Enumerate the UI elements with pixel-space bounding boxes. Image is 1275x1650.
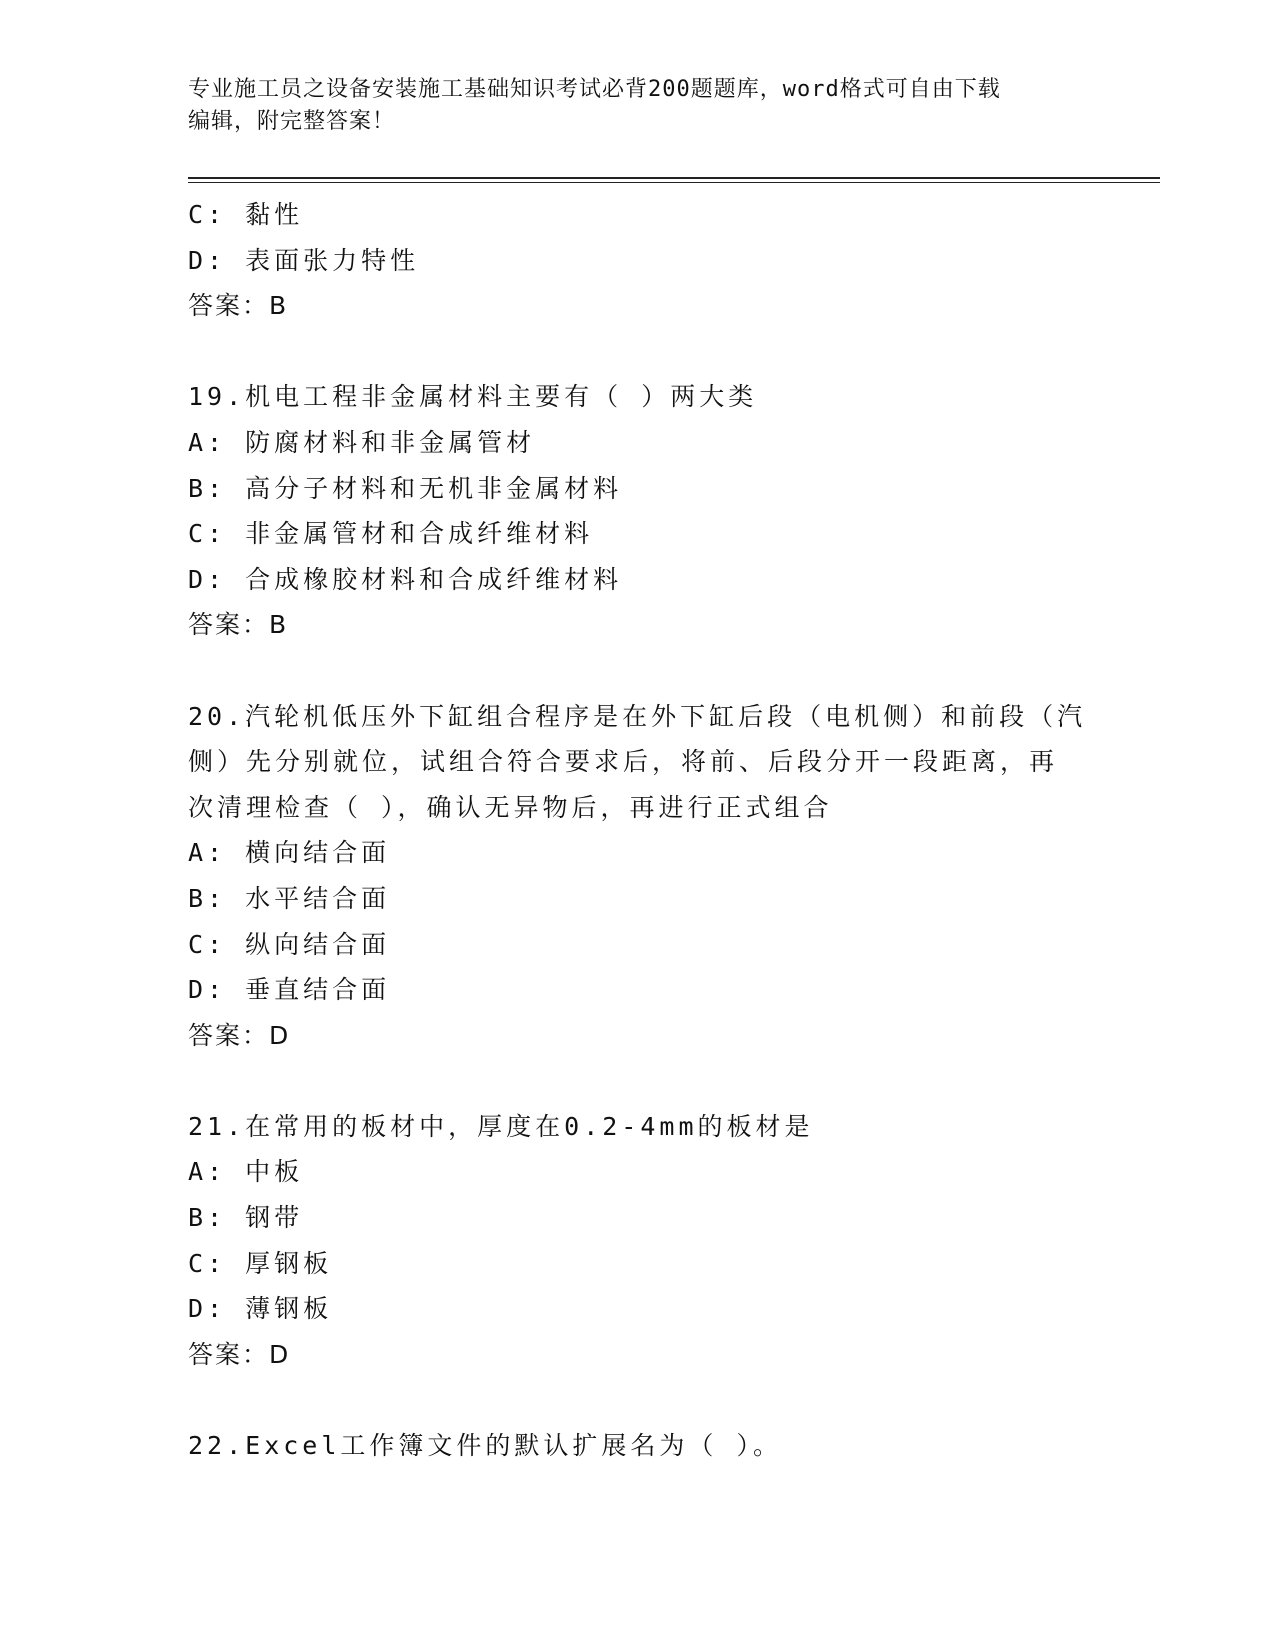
option-a: A: 中板 xyxy=(188,1157,304,1187)
option-d: D: 垂直结合面 xyxy=(188,975,391,1005)
option-c: C: 厚钢板 xyxy=(188,1248,333,1278)
option-d: D: 合成橡胶材料和合成纤维材料 xyxy=(188,564,623,594)
question-stem: 19.机电工程非金属材料主要有（ ）两大类 xyxy=(188,382,758,412)
question-spacer xyxy=(188,648,1088,694)
question-stem-line-3: 次清理检查（ ），确认无异物后，再进行正式组合 xyxy=(188,792,833,822)
question-22-block xyxy=(188,1423,1088,1469)
answer-line: 答案：B xyxy=(188,291,289,321)
question-stem: 22.Excel工作簿文件的默认扩展名为（ ）。 xyxy=(188,1431,782,1461)
question-stem-line-2: 侧）先分别就位，试组合符合要求后，将前、后段分开一段距离，再 xyxy=(188,747,1059,777)
header-title-line-1: 专业施工员之设备安装施工基础知识考试必背200题题库，word格式可自由下载 xyxy=(188,77,1001,102)
question-stem: 21.在常用的板材中，厚度在0.2-4mm的板材是 xyxy=(188,1111,814,1141)
option-a: A: 防腐材料和非金属管材 xyxy=(188,427,536,457)
question-stem-line-1: 20.汽轮机低压外下缸组合程序是在外下缸后段（电机侧）和前段（汽 xyxy=(188,701,1087,731)
answer-line: 答案：B xyxy=(188,610,289,640)
header-title-line-2: 编辑，附完整答案！ xyxy=(188,109,396,134)
option-a: A: 横向结合面 xyxy=(188,838,391,868)
option-d: D: 表面张力特性 xyxy=(188,245,420,275)
header-divider-thin xyxy=(188,182,1160,183)
option-b: B: 水平结合面 xyxy=(188,883,391,913)
answer-line: 答案：D xyxy=(188,1339,291,1369)
document-header xyxy=(188,74,1088,138)
header-divider-thick xyxy=(188,177,1160,179)
question-19-block xyxy=(188,374,1088,648)
option-c: C: 纵向结合面 xyxy=(188,929,391,959)
question-21-block xyxy=(188,1104,1088,1378)
option-d: D: 薄钢板 xyxy=(188,1294,333,1324)
question-18-block xyxy=(188,192,1088,329)
question-list xyxy=(188,192,1088,1469)
option-b: B: 高分子材料和无机非金属材料 xyxy=(188,473,623,503)
option-c: C: 非金属管材和合成纤维材料 xyxy=(188,519,594,549)
question-20-block xyxy=(188,694,1088,1059)
question-spacer xyxy=(188,329,1088,375)
option-c: C: 黏性 xyxy=(188,200,304,229)
answer-line: 答案：D xyxy=(188,1020,291,1050)
question-spacer xyxy=(188,1377,1088,1423)
option-b: B: 钢带 xyxy=(188,1203,304,1233)
question-spacer xyxy=(188,1058,1088,1104)
